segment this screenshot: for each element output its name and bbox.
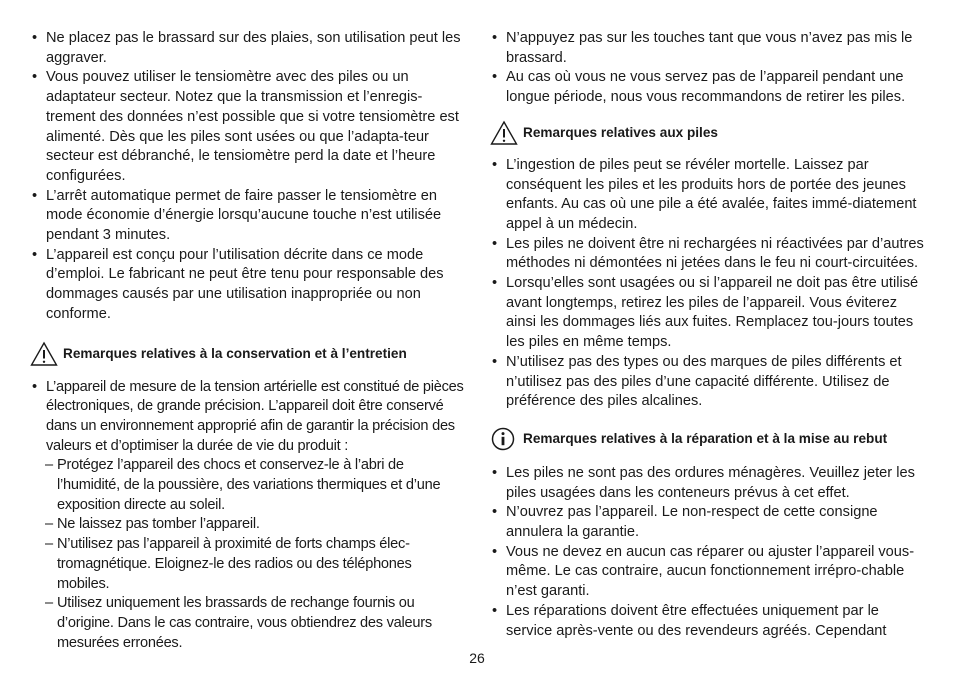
left-column — [30, 29, 466, 653]
list-item: • N’ouvrez pas l’appareil. Le non-respect de cette consigne annulera la garantie. — [490, 503, 926, 542]
section-heading-text: Remarques relatives à la réparation et à la mise au rebut — [523, 431, 888, 447]
list-item: • Les piles ne doivent être ni rechargées ni réactivées par d’autres méthodes ni démontées ni jetées dans le feu ni court-circuitées. — [490, 235, 926, 274]
section-heading-batteries — [490, 120, 926, 146]
list-item: • Au cas où vous ne vous servez pas de l’appareil pendant une longue période, nous vous recommandons de retirer les piles. — [490, 68, 926, 107]
warning-triangle-icon — [30, 341, 58, 367]
list-item: • Lorsqu’elles sont usagées ou si l’appareil ne doit pas être utilisé avant longtemps, retirez les piles de l’appareil. Vous éviterez ainsi les dommages liés aux fuites. Remplacez tou-jours toutes les piles en même temps. — [490, 274, 926, 353]
list-item: • L’appareil de mesure de la tension artérielle est constitué de pièces électroniques, de grande précision. L’appareil doit être conservé dans un environnement approprié afin de garantir la précision des valeurs et d’optimiser la durée de vie du produit : — [30, 378, 466, 457]
section-heading-repair — [490, 426, 926, 452]
list-item: • Vous ne devez en aucun cas réparer ou ajuster l’appareil vous-même. Le cas contraire, aucun fonctionnement irrépro-chable n’est garanti. — [490, 543, 926, 602]
sub-list-item: – N’utilisez pas l’appareil à proximité de forts champs élec-tromagnétique. Eloignez-le des radios ou des téléphones mobiles. — [30, 535, 466, 594]
list-item: • L’ingestion de piles peut se révéler mortelle. Laissez par conséquent les piles et les produits hors de portée des jeunes enfants. Au cas où une pile a été avalée, faites immé-diatement appel à un médecin. — [490, 156, 926, 235]
section-heading-text: Remarques relatives à la conservation et à l’entretien — [63, 345, 407, 361]
section-heading-conservation — [30, 341, 466, 367]
list-item: • Les réparations doivent être effectuées uniquement par le service après-vente ou des revendeurs agréés. Cependant — [490, 602, 926, 641]
warning-triangle-icon — [490, 120, 518, 146]
section-heading-text: Remarques relatives aux piles — [523, 124, 718, 140]
sub-list-item: – Ne laissez pas tomber l’appareil. — [30, 515, 466, 535]
list-item: • Ne placez pas le brassard sur des plaies, son utilisation peut les aggraver. — [30, 29, 466, 68]
list-item: • Vous pouvez utiliser le tensiomètre avec des piles ou un adaptateur secteur. Notez que la transmission et l’enregis-trement des données n’est possible que si votre tensiomètre est alimenté. Dès que les piles sont usées ou que l’adapta-teur secteur est débranché, le tensiomètre perd la date et l’heure configurées. — [30, 68, 466, 186]
list-item: • N’appuyez pas sur les touches tant que vous n’avez pas mis le brassard. — [490, 29, 926, 68]
list-item: • L’arrêt automatique permet de faire passer le tensiomètre en mode économie d’énergie lorsqu’aucune touche n’est utilisée pendant 3 minutes. — [30, 187, 466, 246]
sub-list-item: – Utilisez uniquement les brassards de rechange fournis ou d’origine. Dans le cas contraire, vous obtiendrez des valeurs mesurées erronées. — [30, 594, 466, 653]
sub-list-item: – Protégez l’appareil des chocs et conservez-le à l’abri de l’humidité, de la poussière, des variations thermiques et d’une exposition directe au soleil. — [30, 456, 466, 515]
page-number: 26 — [469, 650, 485, 666]
list-item: • L’appareil est conçu pour l’utilisation décrite dans ce mode d’emploi. Le fabricant ne peut être tenu pour responsable des dommages causés par une utilisation inappropriée ou non conforme. — [30, 246, 466, 325]
info-circle-icon — [490, 426, 518, 452]
list-item: • Les piles ne sont pas des ordures ménagères. Veuillez jeter les piles usagées dans les conteneurs prévus à cet effet. — [490, 464, 926, 503]
list-item: • N’utilisez pas des types ou des marques de piles différents et n’utilisez pas des piles d’une capacité différente. Utilisez de préférence des piles alcalines. — [490, 353, 926, 412]
right-column — [490, 29, 926, 641]
